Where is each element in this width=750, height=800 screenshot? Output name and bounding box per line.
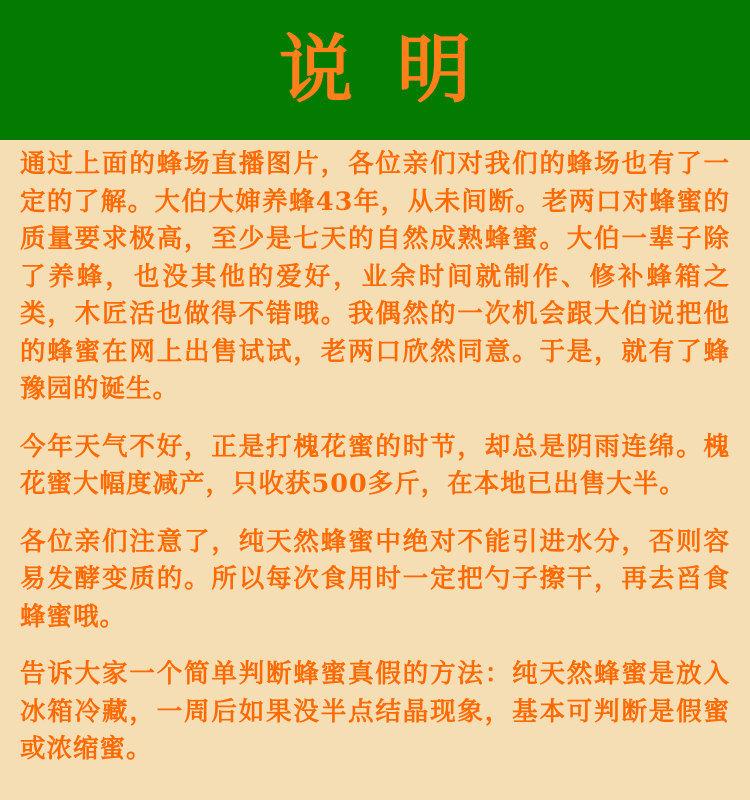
paragraph-intro: 通过上面的蜂场直播图片，各位亲们对我们的蜂场也有了一定的了解。大伯大婶养蜂43年，从未间断。老两口对蜂蜜的质量要求极高，至少是七天的自然成熟蜂蜜。大伯一辈子除了养蜂，也没其他的爱好，业余时间就制作、修补蜂箱之类，木匠活也做得不错哦。我偶然的一次机会跟大伯说把他的蜂蜜在网上出售试试，老两口欣然同意。于是，就有了蜂豫园的诞生。 — [20, 149, 730, 404]
page-title: 说明 — [279, 27, 515, 113]
paragraph-tip: 告诉大家一个简单判断蜂蜜真假的方法：纯天然蜂蜜是放入冰箱冷藏，一周后如果没半点结晶现象，基本可判断是假蜜或浓缩蜜。 — [20, 659, 730, 764]
paragraph-notice: 各位亲们注意了，纯天然蜂蜜中绝对不能引进水分，否则容易发酵变质的。所以每次食用时一定把勺子擦干，再去舀食蜂蜜哦。 — [20, 526, 730, 632]
paragraph-harvest: 今年天气不好，正是打槐花蜜的时节，却总是阴雨连绵。槐花蜜大幅度减产，只收获500多斤，在本地已出售大半。 — [20, 431, 730, 499]
header-banner — [0, 0, 750, 140]
content-area — [0, 140, 750, 769]
